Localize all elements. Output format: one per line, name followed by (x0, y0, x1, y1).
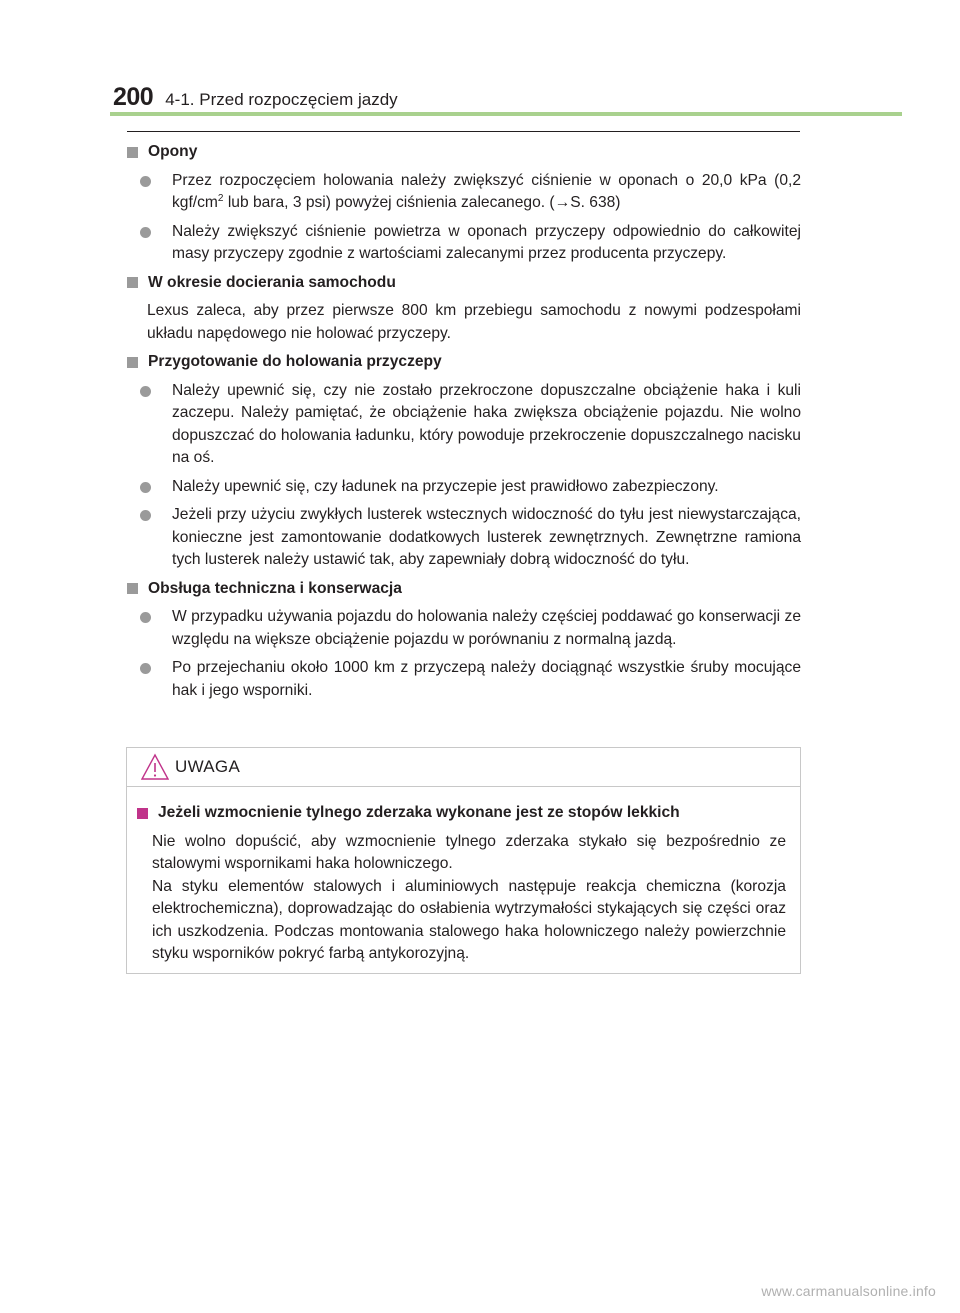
warning-triangle-icon (141, 753, 169, 781)
square-bullet-icon (127, 147, 138, 158)
list-item: Jeżeli przy użyciu zwykłych lusterek wstecznych widoczność do tyłu jest niewystarczająca, konieczne jest zamontowanie dodatkowych lusterek zewnętrznych. Zewnętrzne ramiona tych lusterek należy ustawić tak, aby zapewniały dobrą widoczność do tyłu. (127, 504, 801, 572)
round-bullet-icon (140, 482, 151, 493)
list-item: Należy upewnić się, czy nie zostało przekroczone dopuszczalne obciążenie haka i kuli zaczepu. Należy pamiętać, że obciążenie haka zwiększa obciążenie pojazdu. Nie wolno dopuszczać do holowania ładunku, który powoduje przekroczenie dopuszczalnego nacisku na oś. (127, 380, 801, 470)
footer-watermark: www.carmanualsonline.info (761, 1283, 936, 1299)
page-reference-link[interactable]: S. 638) (570, 194, 621, 211)
paragraph: Lexus zaleca, aby przez pierwsze 800 km przebiegu samochodu z nowymi podzespołami układu napędowego nie holować przyczepy. (147, 302, 801, 342)
section-title-preparation: Przygotowanie do holowania przyczepy (127, 351, 801, 374)
page-number: 200 (113, 83, 154, 111)
list-item: Należy upewnić się, czy ładunek na przyczepie jest prawidłowo zabezpieczony. (127, 476, 801, 499)
header-rule (110, 112, 902, 116)
round-bullet-icon (140, 227, 151, 238)
square-bullet-icon (127, 583, 138, 594)
square-bullet-icon (127, 277, 138, 288)
round-bullet-icon (140, 663, 151, 674)
warning-label: UWAGA (175, 757, 241, 776)
list-item: W przypadku używania pojazdu do holowania należy częściej poddawać go konserwacji ze względu na większe obciążenie pojazdu w porównaniu z normalną jazdą. (127, 606, 801, 651)
section-title-break-in: W okresie docierania samochodu (127, 272, 801, 295)
warning-body (127, 787, 800, 966)
arrow-right-icon: → (554, 194, 571, 211)
warning-header (127, 748, 800, 787)
section-title-tires: Opony (127, 141, 801, 164)
square-bullet-icon (127, 357, 138, 368)
page-header (113, 83, 398, 112)
section-title-maintenance: Obsługa techniczna i konserwacja (127, 578, 801, 601)
warning-text: Nie wolno dopuścić, aby wzmocnienie tylnego zderzaka stykało się bezpośrednio ze stalowymi wspornikami haka holowniczego. Na styku elementów stalowych i aluminiowych następuje reakcja chemiczna (korozja elektrochemiczna), doprowadzając do osłabienia wytrzymałości stykających się części oraz ich uszkodzenia. Podczas montowania stalowego haka holowniczego należy powierzchnie styku wsporników pokryć farbą antykorozyjną. (152, 832, 786, 962)
chapter-title: 4-1. Przed rozpoczęciem jazdy (165, 90, 398, 109)
round-bullet-icon (140, 176, 151, 187)
list-item: Przez rozpoczęciem holowania należy zwiększyć ciśnienie w oponach o 20,0 kPa (0,2 kgf/$cm^2$ lub bara, 3 psi) powyżej ciśnienia zalecanego. (→S. 638) (127, 170, 801, 215)
warning-box (126, 747, 801, 974)
round-bullet-icon (140, 510, 151, 521)
main-content (127, 141, 801, 702)
section-rule (127, 131, 800, 132)
warning-title: Jeżeli wzmocnienie tylnego zderzaka wykonane jest ze stopów lekkich (137, 802, 786, 825)
round-bullet-icon (140, 386, 151, 397)
square-bullet-icon (137, 808, 148, 819)
list-item: Po przejechaniu około 1000 km z przyczepą należy dociągnąć wszystkie śruby mocujące hak i jego wsporniki. (127, 657, 801, 702)
list-item: Należy zwiększyć ciśnienie powietrza w oponach przyczepy odpowiednio do całkowitej masy przyczepy zgodnie z wartościami zalecanymi przez producenta przyczepy. (127, 221, 801, 266)
round-bullet-icon (140, 612, 151, 623)
